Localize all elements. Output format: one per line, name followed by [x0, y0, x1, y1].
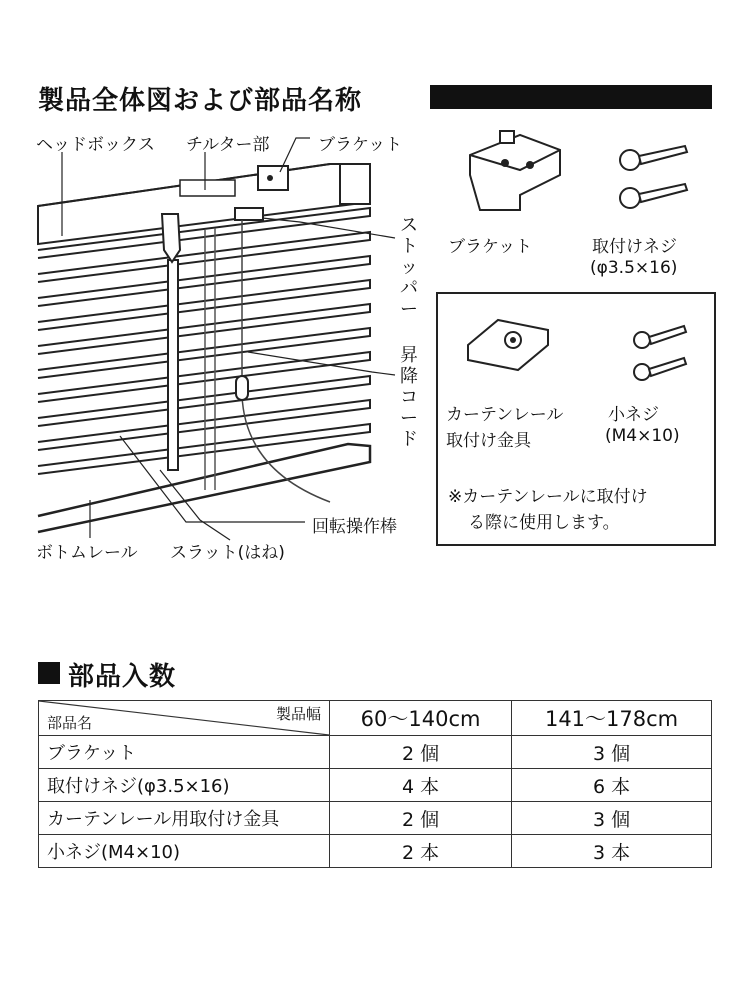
table-row — [39, 835, 712, 868]
blind-diagram — [30, 140, 430, 560]
title-bar — [430, 85, 712, 109]
small-screw-size: (M4×10) — [605, 426, 680, 446]
header-width: 製品幅 — [275, 705, 321, 723]
small-screw-illustration — [630, 318, 690, 388]
table-row — [39, 736, 712, 769]
part-screw-size: (φ3.5×16) — [590, 258, 678, 278]
row-qty-a: 2 個 — [330, 736, 512, 769]
parts-table — [38, 700, 712, 868]
bracket-illustration — [460, 125, 570, 220]
row-qty-b: 3 本 — [512, 835, 712, 868]
table-row — [39, 769, 712, 802]
row-name: 小ネジ(M4×10) — [39, 835, 330, 868]
small-screw-name: 小ネジ — [608, 405, 659, 425]
section-title-parts: 部品入数 — [68, 662, 177, 692]
fitting-name-line1: カーテンレール — [446, 405, 564, 425]
row-qty-a: 2 本 — [330, 835, 512, 868]
note-line1: ※カーテンレールに取付け — [448, 487, 648, 507]
row-qty-a: 2 個 — [330, 802, 512, 835]
table-header-row — [39, 701, 712, 736]
row-name: カーテンレール用取付け金具 — [39, 802, 330, 835]
part-screw-name: 取付けネジ — [592, 237, 677, 257]
fitting-name-line2: 取付け金具 — [446, 431, 531, 451]
row-qty-a: 4 本 — [330, 769, 512, 802]
screw-illustration — [615, 140, 695, 220]
header-col1: 60〜140cm — [330, 701, 512, 736]
row-qty-b: 3 個 — [512, 736, 712, 769]
label-stopper: ストッパー — [400, 215, 418, 320]
label-bottom-rail: ボトムレール — [36, 543, 138, 563]
row-qty-b: 3 個 — [512, 802, 712, 835]
row-name: 取付けネジ(φ3.5×16) — [39, 769, 330, 802]
part-bracket-name: ブラケット — [448, 237, 533, 257]
table-row — [39, 802, 712, 835]
header-col2: 141〜178cm — [512, 701, 712, 736]
row-name: ブラケット — [39, 736, 330, 769]
row-qty-b: 6 本 — [512, 769, 712, 802]
note-line2: る際に使用します。 — [468, 513, 620, 533]
section-title-diagram: 製品全体図および部品名称 — [38, 86, 363, 116]
label-slat: スラット(はね) — [170, 543, 285, 563]
label-wand: 回転操作棒 — [312, 517, 397, 537]
label-bracket: ブラケット — [318, 135, 403, 155]
label-lift-cord: 昇降コード — [400, 345, 418, 450]
label-tilter: チルター部 — [186, 135, 270, 155]
label-head-box: ヘッドボックス — [36, 135, 155, 155]
section-marker — [38, 662, 60, 684]
header-part-name: 部品名 — [47, 714, 93, 732]
curtain-fitting-illustration — [458, 305, 558, 385]
header-diagonal-cell — [39, 701, 330, 736]
